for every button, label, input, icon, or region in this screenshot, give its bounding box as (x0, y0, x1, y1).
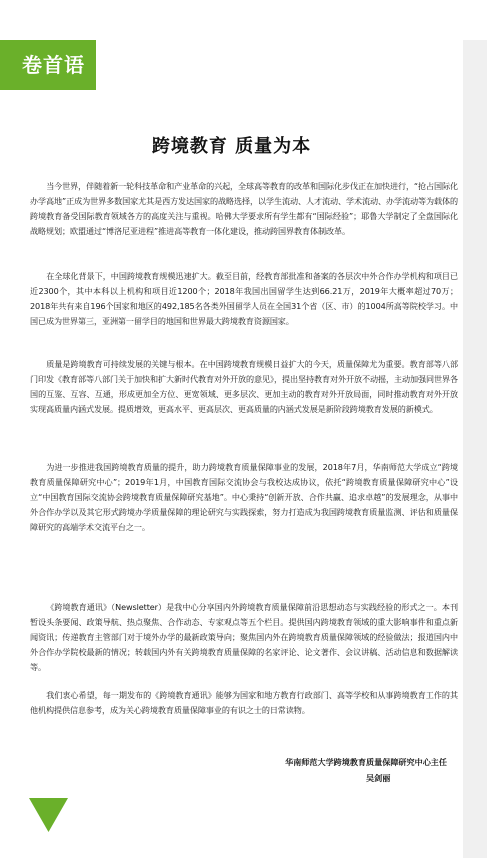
signature-organization: 华南师范大学跨境教育质量保障研究中心主任 (285, 757, 447, 767)
article-paragraph: 我们衷心希望，每一期发布的《跨境教育通讯》能够为国家和地方教育行政部门、高等学校和从事跨境教育工作的其他机构提供信息参考，成为关心跨境教育质量保障事业的有识之士的日常读物。 (30, 690, 458, 715)
down-triangle-icon (29, 798, 68, 832)
article-paragraph: 当今世界，伴随着新一轮科技革命和产业革命的兴起，全球高等教育的改革和国际化步伐正在加快进行，“抢占国际化办学高地”正成为世界多数国家尤其是西方发达国家的战略选择，以学生流动、人才流动、学术流动、办学流动等为载体的跨境教育备受国际教育领域各方的高度关注与重视。哈佛大学要求所有学生都有“国际经验”；耶鲁大学制定了全盘国际化战略规划；欧盟通过“博洛尼亚进程”推进高等教育一体化建设，推动跨国界教育体制改革。 (30, 181, 458, 236)
signature-name: 吴剑丽 (366, 773, 391, 783)
article-paragraph: 为进一步推进我国跨境教育质量的提升，助力跨境教育质量保障事业的发展，2018年7月，华南师范大学成立“跨境教育质量保障研究中心”；2019年1月，中国教育国际交流协会与我校达成协议，依托“跨境教育质量保障研究中心”设立“中国教育国际交流协会跨境教育质量保障研究基地”。中心秉持“创新开放、合作共赢、追求卓越”的发展理念，从事中外合作办学以及其它形式跨境办学质量保障的理论研究与实践探索，努力打造成为我国跨境教育质量监测、评估和质量保障研究的高端学术交流平台之一。 (30, 462, 458, 532)
article-paragraph: 《跨境教育通讯》（Newsletter）是我中心分享国内外跨境教育质量保障前沿思想动态与实践经验的形式之一。本刊暂设头条要闻、政策导航、热点聚焦、合作动态、专家观点等五个栏目。提供国内跨境教育领域的重大影响事件和重点新闻资讯；传递教育主管部门对于境外办学的最新政策导向；聚焦国内外在跨境教育质量保障领域的经验做法；报道国内中外合作办学院校最新的情况；转载国内外有关跨境教育质量保障的名家评论、论文著作、会议讲稿、活动信息和数据解读等。 (30, 602, 458, 672)
section-label: 卷首语 (22, 53, 85, 77)
side-margin-strip (463, 40, 487, 858)
article-title: 跨境教育 质量为本 (151, 136, 312, 157)
article-paragraph: 质量是跨境教育可持续发展的关键与根本。在中国跨境教育规模日益扩大的今天，质量保障尤为重要。教育部等八部门印发《教育部等八部门关于加快和扩大新时代教育对外开放的意见》，提出坚持教育对外开放不动摇，主动加强同世界各国的互鉴、互容、互通，形成更加全方位、更宽领域、更多层次、更加主动的教育对外开放局面，同时推动教育对外开放实现高质量内涵式发展。提质增效，更高水平、更高层次、更高质量的内涵式发展是新阶段跨境教育发展的新模式。 (30, 359, 458, 414)
article-paragraph: 在全球化背景下，中国跨境教育规模迅速扩大。截至目前，经教育部批准和备案的各层次中外合作办学机构和项目已近2300个，其中本科以上机构和项目近1200个；2018年我国出国留学生达到66.21万，2019年大概率超过70万；2018年共有来自196个国家和地区的492,185名各类外国留学人员在全国31个省（区、市）的1004所高等院校学习。中国已成为世界第三，亚洲第一留学目的地国和世界最大跨境教育资源国家。 (30, 271, 458, 326)
